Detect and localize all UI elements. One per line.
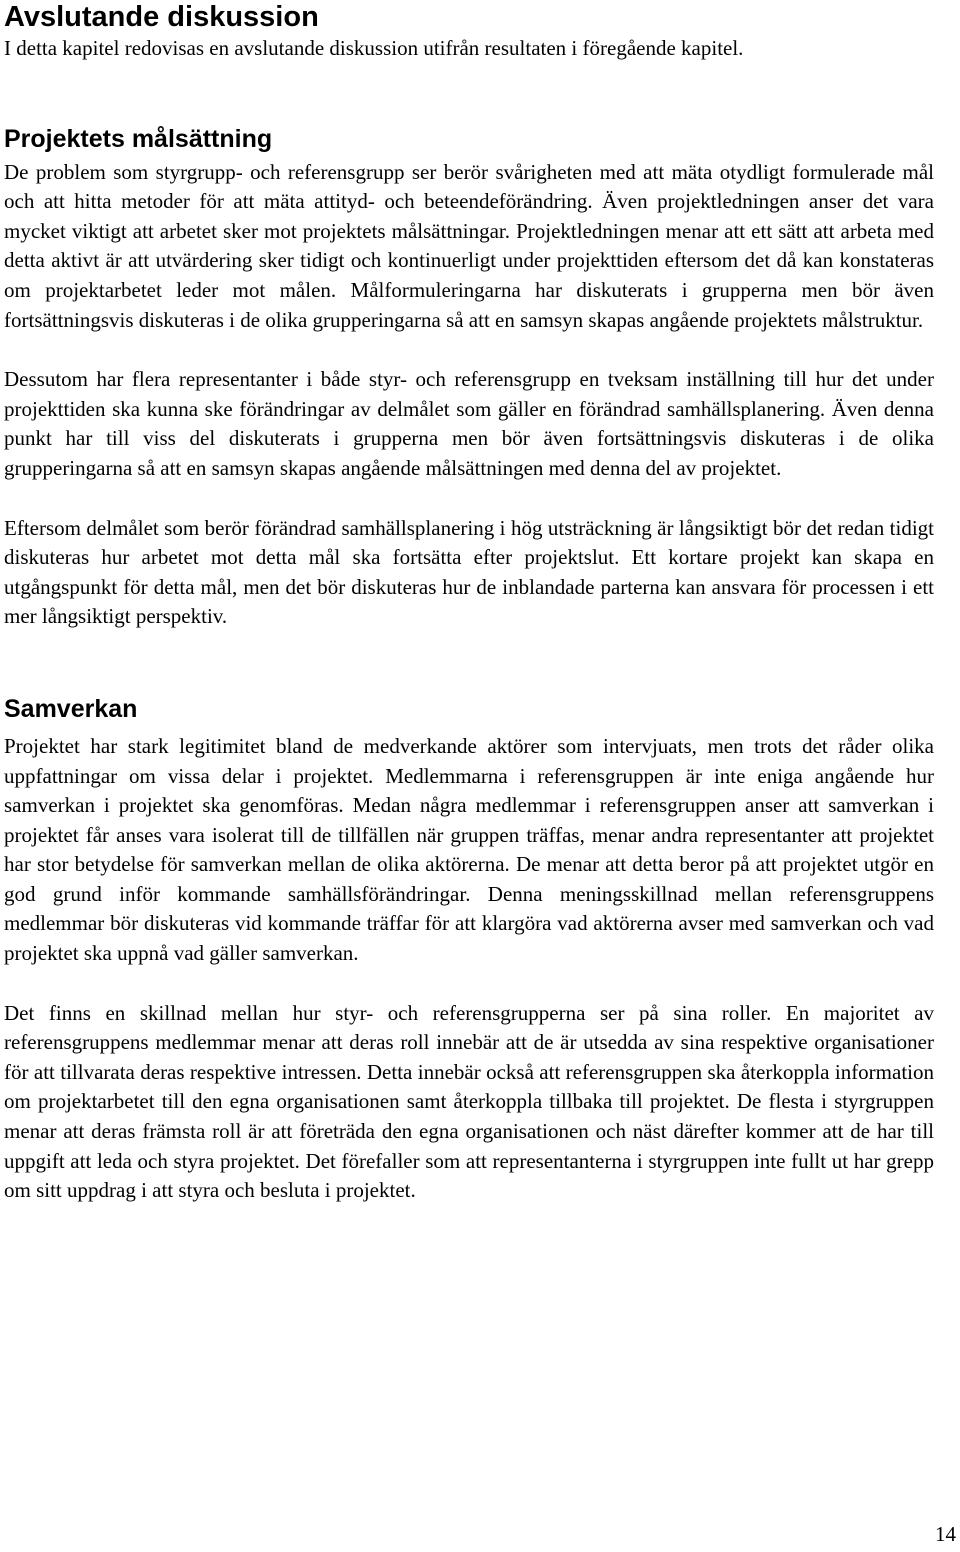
page-title: Avslutande diskussion	[4, 1, 319, 33]
body-paragraph: Eftersom delmålet som berör förändrad samhällsplanering i hög utsträckning är långsiktigt bör det redan tidigt diskuteras hur arbetet mot detta mål ska fortsätta efter projektslut. Ett kortare projekt kan skapa en utgångspunkt för detta mål, men det bör diskuteras hur de inblandade parterna kan ansvara för processen i ett mer långsiktigt perspektiv.	[4, 515, 934, 629]
document-page	[4, 0, 934, 1206]
intro-paragraph: I detta kapitel redovisas en avslutande diskussion utifrån resultaten i föregående kapitel.	[4, 36, 744, 60]
body-paragraph: Projektet har stark legitimitet bland de medverkande aktörer som intervjuats, men trots det råder olika uppfattningar om vissa delar i projektet. Medlemmarna i referensgruppen är inte eniga angående hur samverkan i projektet ska genomföras. Medan några medlemmar i referensgruppen anser att samverkan i projektet får anses vara isolerat till de tillfällen när gruppen träffas, menar andra representanter att projektet har stor betydelse för samverkan mellan de olika aktörerna. De menar att detta beror på att projektet utgör en god grund inför kommande samhällsförändringar. Denna meningsskillnad mellan referensgruppens medlemmar bör diskuteras vid kommande träffar för att klargöra vad aktörerna avser med samverkan och vad projektet ska uppnå vad gäller samverkan.	[4, 733, 934, 966]
body-paragraph: De problem som styrgrupp- och referensgrupp ser berör svårigheten med att mäta otydligt formulerade mål och att hitta metoder för att mäta attityd- och beteendeförändring. Även projektledningen anser det vara mycket viktigt att arbetet sker mot projektets målsättningar. Projektledningen menar att ett sätt att arbeta med detta aktivt är att utvärdering sker tidigt och kontinuerligt under projekttiden eftersom det då kan konstateras om projektarbetet leder mot målen. Målformuleringarna har diskuterats i grupperna men bör även fortsättningsvis diskuteras i de olika grupperingarna så att en samsyn skapas angående projektets målstruktur.	[4, 159, 934, 332]
section-heading-malsattning: Projektets målsättning	[4, 124, 273, 153]
page-number: 14	[935, 1522, 956, 1546]
body-paragraph: Dessutom har flera representanter i både styr- och referensgrupp en tveksam inställning till hur det under projekttiden ska kunna ske förändringar av delmålet som gäller en förändrad samhällsplanering. Även denna punkt har till viss del diskuterats i grupperna men bör även fortsättningsvis diskuteras i de olika grupperingarna så att en samsyn skapas angående målsättningen med denna del av projektet.	[4, 367, 934, 480]
body-paragraph: Det finns en skillnad mellan hur styr- och referensgrupperna ser på sina roller. En majoritet av referensgruppens medlemmar menar att deras roll innebär att de är utsedda av sina respektive organisationer för att tillvarata deras respektive intressen. Detta innebär också att referensgruppen ska återkoppla information om projektarbetet till den egna organisationen samt återkoppla tillbaka till projektet. De flesta i styrgruppen menar att deras främsta roll är att företräda den egna organisationen och näst därefter kommer att de har till uppgift att leda och styra projektet. Det förefaller som att representanterna i styrgruppen inte fullt ut har grepp om sitt uppdrag i att styra och besluta i projektet.	[4, 1000, 934, 1203]
section-heading-samverkan: Samverkan	[4, 694, 138, 723]
